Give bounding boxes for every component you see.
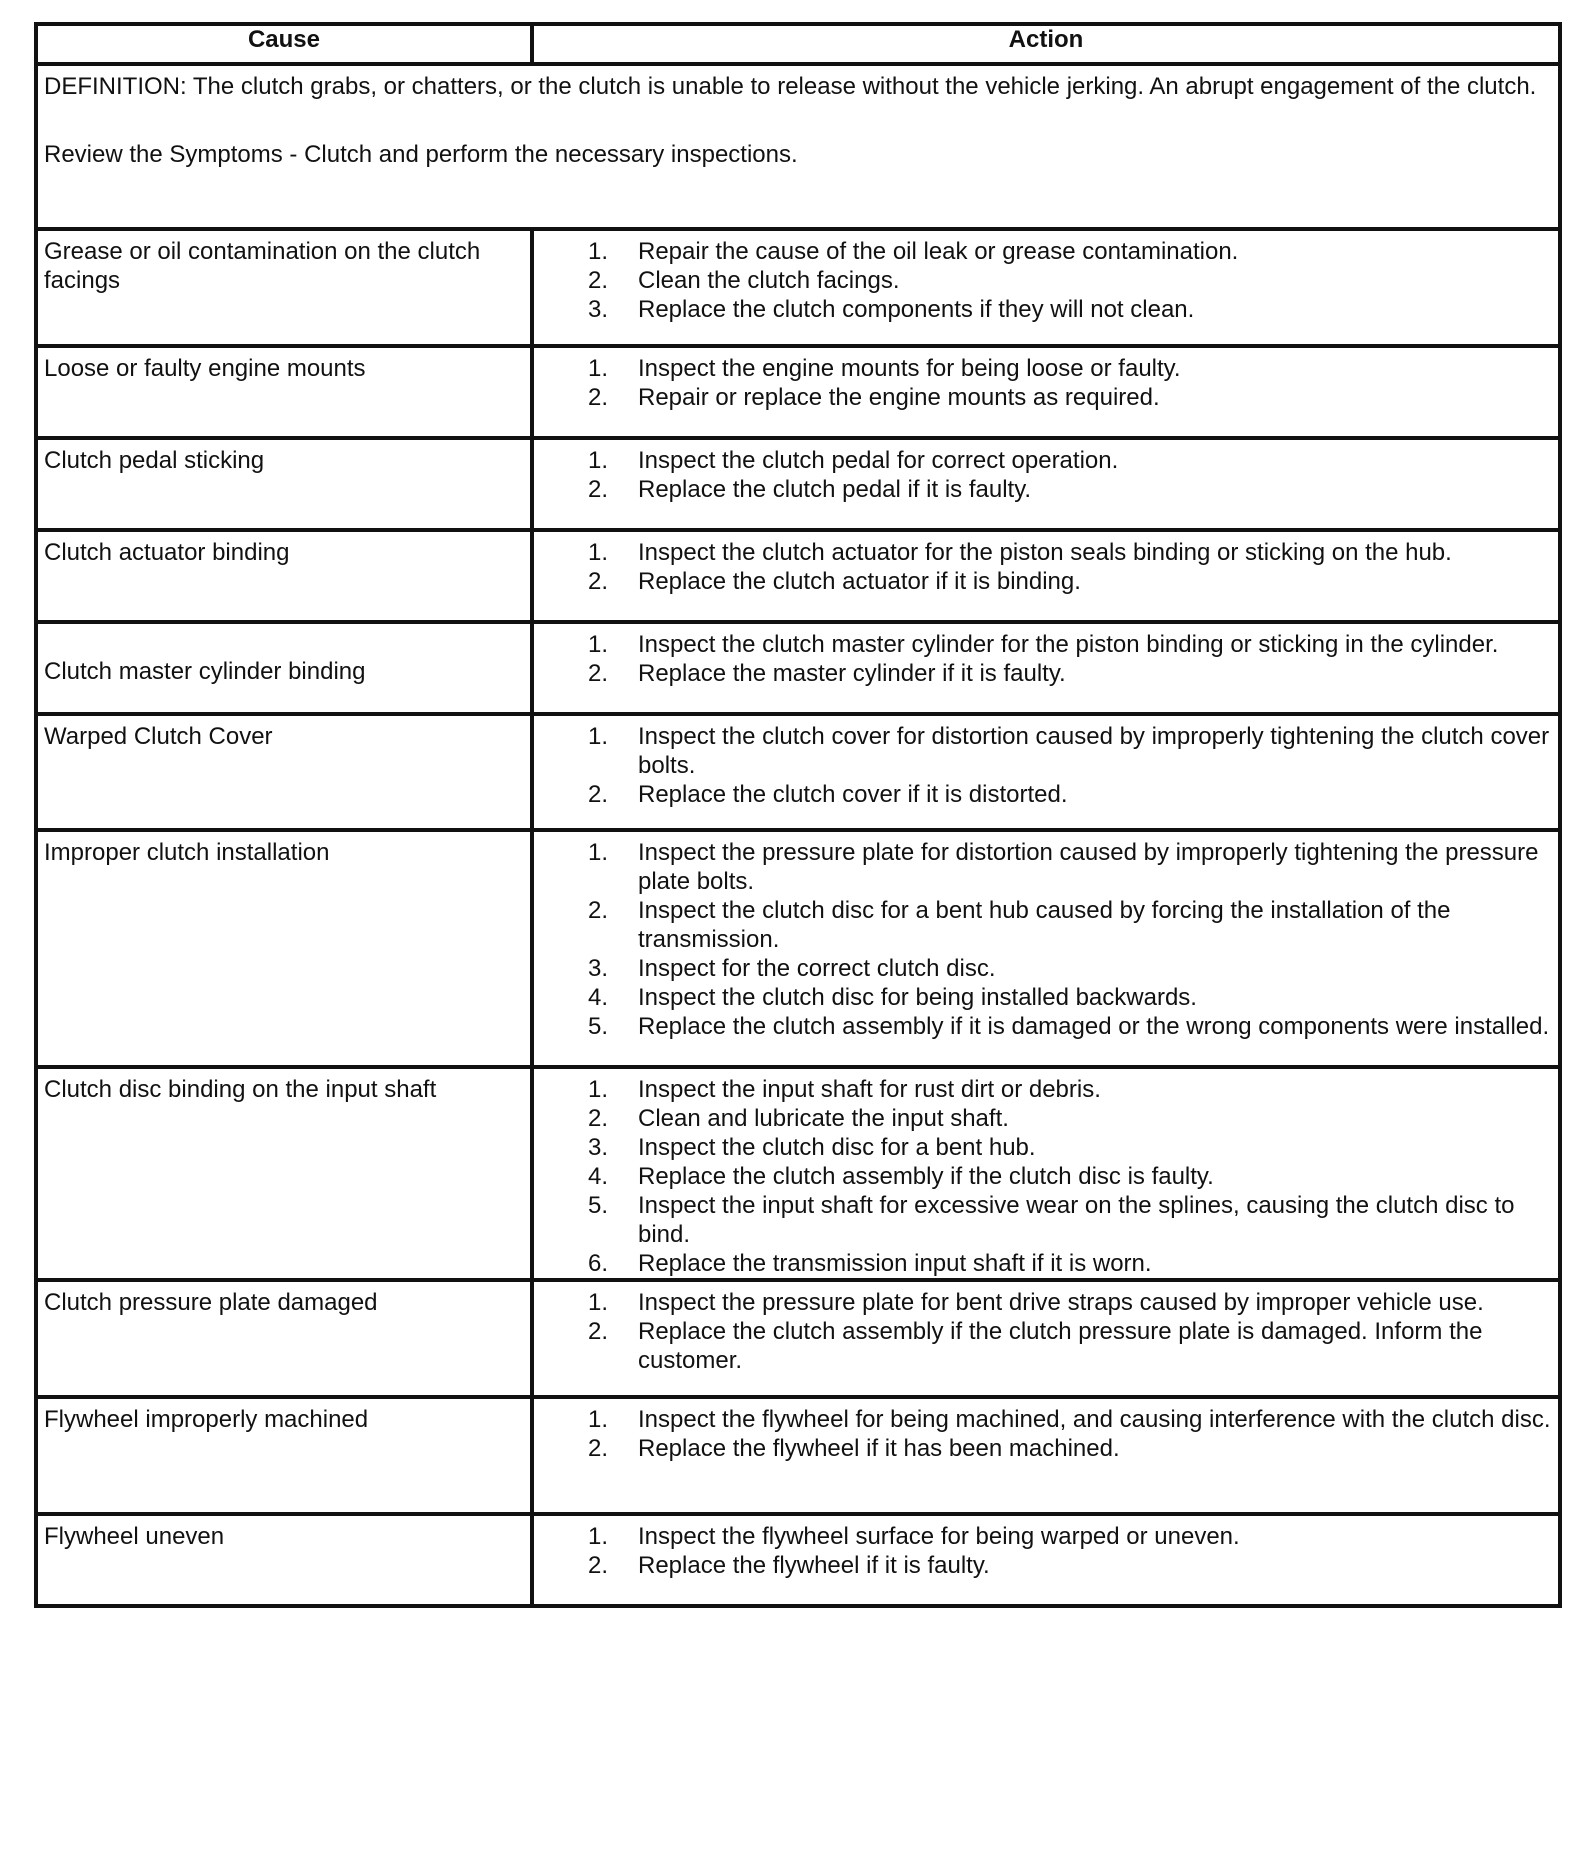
action-step: [534, 1317, 1554, 1375]
cause-cell: Improper clutch installation: [36, 830, 532, 1067]
step-text: Inspect the clutch master cylinder for the piston binding or sticking in the cylinder.: [638, 631, 1499, 658]
step-number: 4.: [588, 1163, 609, 1190]
step-number: 2.: [588, 267, 609, 294]
action-steps-list: [534, 722, 1554, 809]
action-step: [534, 538, 1554, 567]
step-text: Inspect the clutch cover for distortion caused by improperly tightening the clutch cover bolts.: [638, 723, 1550, 779]
step-text: Inspect the flywheel for being machined, and causing interference with the clutch disc.: [638, 1406, 1551, 1433]
step-text: Inspect the flywheel surface for being warped or uneven.: [638, 1523, 1240, 1550]
table-row: [36, 1280, 1560, 1397]
step-number: 1.: [588, 1076, 609, 1103]
step-text: Inspect the clutch pedal for correct operation.: [638, 447, 1119, 474]
step-text: Inspect the clutch actuator for the piston seals binding or sticking on the hub.: [638, 539, 1452, 566]
action-step: [534, 1162, 1554, 1191]
action-step: [534, 838, 1554, 896]
definition-cell: [36, 64, 1560, 229]
step-text: Repair the cause of the oil leak or grease contamination.: [638, 238, 1239, 265]
definition-text: DEFINITION: The clutch grabs, or chatters, or the clutch is unable to release without the vehicle jerking. An abrupt engagement of the clutch.: [44, 73, 1537, 100]
step-number: 2.: [588, 781, 609, 808]
step-text: Clean the clutch facings.: [638, 267, 900, 294]
table-row: [36, 714, 1560, 830]
step-text: Replace the clutch cover if it is distorted.: [638, 781, 1068, 808]
action-step: [534, 983, 1554, 1012]
action-cell: [532, 622, 1560, 714]
step-number: 2.: [588, 1318, 609, 1345]
cause-cell: Loose or faulty engine mounts: [36, 346, 532, 438]
action-cell: [532, 1280, 1560, 1397]
step-text: Repair or replace the engine mounts as required.: [638, 384, 1160, 411]
step-text: Replace the clutch assembly if the clutch pressure plate is damaged. Inform the customer.: [638, 1318, 1483, 1374]
header-row: [36, 24, 1560, 64]
action-cell: [532, 714, 1560, 830]
step-number: 2.: [588, 1105, 609, 1132]
step-text: Replace the clutch actuator if it is binding.: [638, 568, 1081, 595]
action-step: [534, 446, 1554, 475]
action-step: [534, 780, 1554, 809]
table-row: [36, 1067, 1560, 1280]
step-number: 2.: [588, 1552, 609, 1579]
action-cell: [532, 1397, 1560, 1514]
step-number: 6.: [588, 1250, 609, 1277]
table-row: [36, 438, 1560, 530]
action-step: [534, 295, 1554, 324]
action-step: [534, 896, 1554, 954]
action-cell: [532, 830, 1560, 1067]
step-text: Replace the transmission input shaft if it is worn.: [638, 1250, 1152, 1277]
action-steps-list: [534, 354, 1554, 412]
action-step: [534, 1434, 1554, 1463]
cause-cell: Warped Clutch Cover: [36, 714, 532, 830]
step-number: 2.: [588, 476, 609, 503]
table-row: [36, 830, 1560, 1067]
step-text: Inspect for the correct clutch disc.: [638, 955, 996, 982]
action-steps-list: [534, 446, 1554, 504]
step-number: 1.: [588, 539, 609, 566]
step-text: Inspect the pressure plate for bent drive straps caused by improper vehicle use.: [638, 1289, 1484, 1316]
step-number: 4.: [588, 984, 609, 1011]
cause-cell: Clutch master cylinder binding: [36, 622, 532, 714]
action-step: [534, 475, 1554, 504]
action-steps-list: [534, 838, 1554, 1041]
table-row: [36, 1397, 1560, 1514]
step-number: 1.: [588, 631, 609, 658]
step-number: 3.: [588, 1134, 609, 1161]
action-step: [534, 383, 1554, 412]
step-text: Replace the clutch assembly if the clutch disc is faulty.: [638, 1163, 1214, 1190]
action-cell: [532, 346, 1560, 438]
cause-cell: Clutch disc binding on the input shaft: [36, 1067, 532, 1280]
cause-cell: Flywheel improperly machined: [36, 1397, 532, 1514]
step-text: Inspect the pressure plate for distortion caused by improperly tightening the pressure plate bolts.: [638, 839, 1539, 895]
action-step: [534, 1551, 1554, 1580]
action-step: [534, 1012, 1554, 1041]
action-step: [534, 266, 1554, 295]
step-number: 1.: [588, 447, 609, 474]
step-number: 1.: [588, 355, 609, 382]
action-step: [534, 1249, 1554, 1278]
cause-cell: Clutch pressure plate damaged: [36, 1280, 532, 1397]
step-text: Replace the flywheel if it is faulty.: [638, 1552, 990, 1579]
action-steps-list: [534, 630, 1554, 688]
step-number: 1.: [588, 1523, 609, 1550]
action-step: [534, 659, 1554, 688]
cause-cell: Flywheel uneven: [36, 1514, 532, 1606]
step-number: 2.: [588, 568, 609, 595]
step-text: Replace the clutch assembly if it is damaged or the wrong components were installed.: [638, 1013, 1550, 1040]
step-text: Replace the clutch pedal if it is faulty.: [638, 476, 1032, 503]
action-cell: [532, 1067, 1560, 1280]
action-steps-list: [534, 1405, 1554, 1463]
action-steps-list: [534, 538, 1554, 596]
step-text: Inspect the clutch disc for a bent hub caused by forcing the installation of the transmission.: [638, 897, 1451, 953]
action-cell: [532, 1514, 1560, 1606]
diagnostic-table: [34, 22, 1562, 1608]
diagnostic-table-page: [34, 22, 1558, 1608]
step-text: Replace the master cylinder if it is faulty.: [638, 660, 1066, 687]
action-step: [534, 567, 1554, 596]
action-step: [534, 630, 1554, 659]
step-number: 1.: [588, 238, 609, 265]
step-number: 3.: [588, 955, 609, 982]
action-step: [534, 1191, 1554, 1249]
step-number: 2.: [588, 1435, 609, 1462]
action-step: [534, 1075, 1554, 1104]
action-cell: [532, 438, 1560, 530]
step-number: 3.: [588, 296, 609, 323]
action-step: [534, 1288, 1554, 1317]
step-text: Replace the clutch components if they will not clean.: [638, 296, 1195, 323]
step-number: 1.: [588, 839, 609, 866]
action-step: [534, 722, 1554, 780]
step-text: Clean and lubricate the input shaft.: [638, 1105, 1009, 1132]
table-row: [36, 622, 1560, 714]
table-row: [36, 530, 1560, 622]
step-text: Replace the flywheel if it has been machined.: [638, 1435, 1120, 1462]
table-row: [36, 229, 1560, 346]
step-number: 2.: [588, 897, 609, 924]
cause-cell: Grease or oil contamination on the clutch facings: [36, 229, 532, 346]
action-step: [534, 354, 1554, 383]
step-text: Inspect the clutch disc for being installed backwards.: [638, 984, 1197, 1011]
step-number: 2.: [588, 384, 609, 411]
definition-note: Review the Symptoms - Clutch and perform the necessary inspections.: [44, 141, 798, 168]
action-step: [534, 237, 1554, 266]
cause-column-header: Cause: [36, 24, 532, 64]
action-steps-list: [534, 1288, 1554, 1375]
action-steps-list: [534, 1522, 1554, 1580]
action-step: [534, 1405, 1554, 1434]
table-row: [36, 346, 1560, 438]
step-text: Inspect the clutch disc for a bent hub.: [638, 1134, 1036, 1161]
table-row: [36, 1514, 1560, 1606]
step-number: 1.: [588, 1406, 609, 1433]
step-number: 5.: [588, 1192, 609, 1219]
step-text: Inspect the input shaft for excessive wear on the splines, causing the clutch disc to bind.: [638, 1192, 1515, 1248]
action-step: [534, 954, 1554, 983]
action-step: [534, 1104, 1554, 1133]
step-text: Inspect the engine mounts for being loose or faulty.: [638, 355, 1181, 382]
step-number: 1.: [588, 723, 609, 750]
action-cell: [532, 530, 1560, 622]
step-text: Inspect the input shaft for rust dirt or debris.: [638, 1076, 1101, 1103]
cause-cell: Clutch pedal sticking: [36, 438, 532, 530]
step-number: 5.: [588, 1013, 609, 1040]
step-number: 1.: [588, 1289, 609, 1316]
definition-row: [36, 64, 1560, 229]
action-step: [534, 1522, 1554, 1551]
step-number: 2.: [588, 660, 609, 687]
cause-cell: Clutch actuator binding: [36, 530, 532, 622]
action-step: [534, 1133, 1554, 1162]
action-steps-list: [534, 1075, 1554, 1278]
action-column-header: Action: [532, 24, 1560, 64]
action-steps-list: [534, 237, 1554, 324]
action-cell: [532, 229, 1560, 346]
